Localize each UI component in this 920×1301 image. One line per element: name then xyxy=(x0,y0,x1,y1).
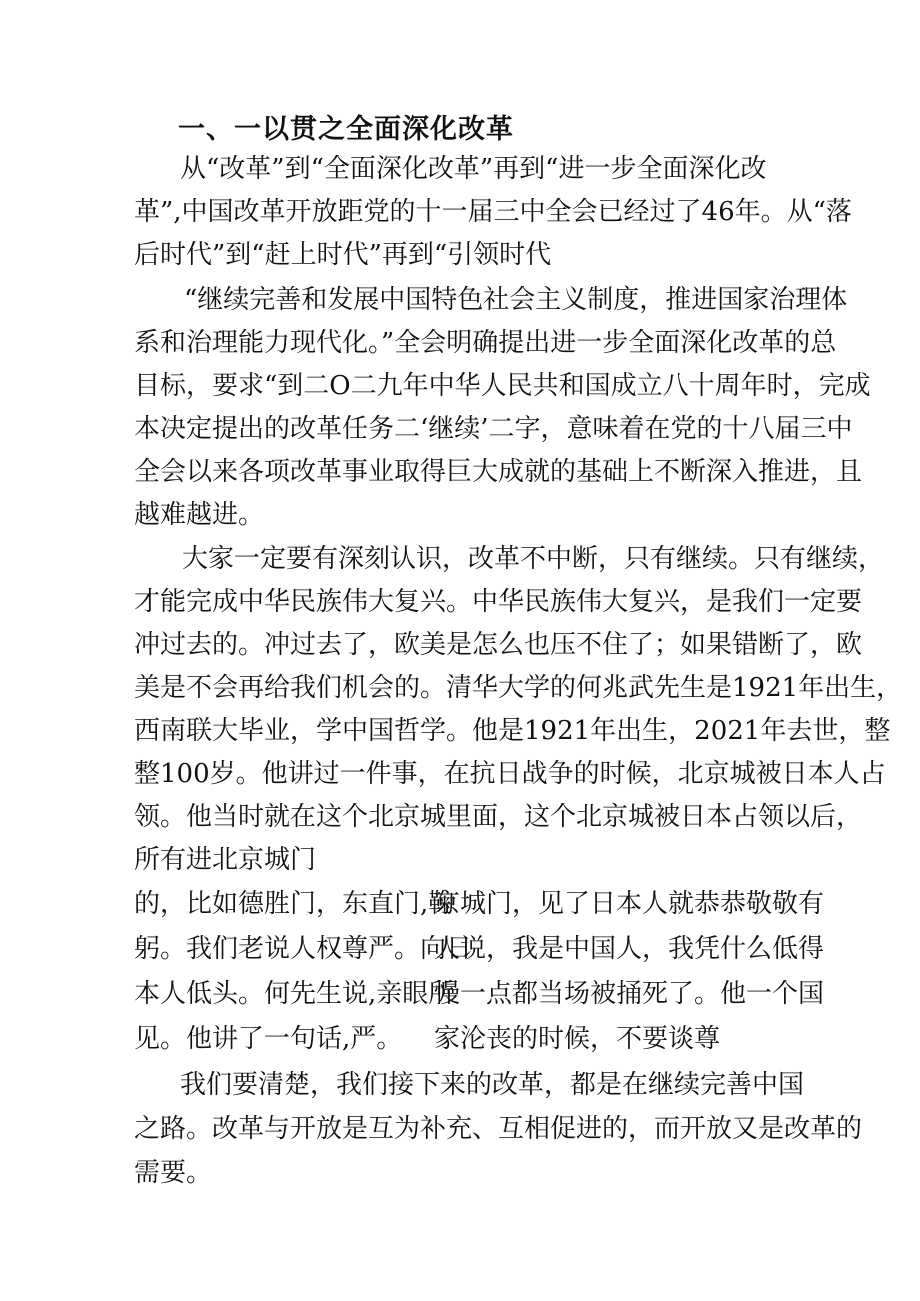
right-col-line-4: 家沦丧的时候，不要谈尊 xyxy=(434,1024,721,1054)
p3-line-2: 才能完成中华民族伟大复兴。中华民族伟大复兴，是我们一定要 xyxy=(134,587,863,617)
left-col-line-2: 躬。我们老说人权尊严。向日 xyxy=(134,934,473,964)
p2-line-3: 目标，要求“到二O二九年中华人民共和国成立八十周年时，完成 xyxy=(134,371,871,401)
p3-line-1: 大家一定要有深刻认识，改革不中断，只有继续。只有继续， xyxy=(182,544,885,574)
p4-line-3: 需要。 xyxy=(134,1158,213,1188)
p1-line-2: 革”,中国改革开放距党的十一届三中全会已经过了46年。从“落 xyxy=(134,197,852,227)
p3-line-7: 领。他当时就在这个北京城里面，这个北京城被日本占领以后， xyxy=(134,802,863,832)
left-col-line-1: 的，比如德胜门，东直门,鞠 xyxy=(134,889,455,919)
p3-line-6: 整100岁。他讲过一件事，在抗日战争的时候，北京城被日本人占 xyxy=(134,759,886,789)
right-col-line-3: 慢一点都当场被捅死了。他一个国 xyxy=(434,979,825,1009)
p4-line-2: 之路。改革与开放是互为补充、互相促进的，而开放又是改革的 xyxy=(134,1114,863,1144)
p3-line-4: 美是不会再给我们机会的。清华大学的何兆武先生是1921年出生， xyxy=(134,673,903,703)
p1-line-3: 后时代”到“赶上时代”再到“引领时代 xyxy=(134,240,552,270)
p4-line-1: 我们要清楚，我们接下来的改革，都是在继续完善中国 xyxy=(180,1070,805,1100)
right-col-line-1: 京城门，见了日本人就恭恭敬敬有 xyxy=(434,889,825,919)
p1-line-1: 从“改革”到“全面深化改革”再到“进一步全面深化改 xyxy=(180,154,767,184)
p2-line-1: “继续完善和发展中国特色社会主义制度，推进国家治理体 xyxy=(184,285,848,315)
left-col-line-4: 见。他讲了一句话,严。 xyxy=(134,1024,403,1054)
section-heading: 一、一以贯之全面深化改革 xyxy=(178,114,514,145)
right-col-line-2: 人说，我是中国人，我凭什么低得 xyxy=(434,934,825,964)
p2-line-2: 系和治理能力现代化。”全会明确提出进一步全面深化改革的总 xyxy=(134,328,837,358)
p3-line-5: 西南联大毕业，学中国哲学。他是1921年出生，2021年去世，整 xyxy=(134,716,891,746)
p2-line-5: 全会以来各项改革事业取得巨大成就的基础上不断深入推进，且 xyxy=(134,457,863,487)
p2-line-6: 越难越进。 xyxy=(134,500,265,530)
p2-line-4: 本决定提出的改革任务二‘继续’二字，意味着在党的十八届三中 xyxy=(134,414,853,444)
p3-line-8: 所有进北京城门 xyxy=(134,845,317,875)
left-col-line-3: 本人低头。何先生说,亲眼所 xyxy=(134,979,455,1009)
p3-line-3: 冲过去的。冲过去了，欧美是怎么也压不住了；如果错断了，欧 xyxy=(134,630,863,660)
